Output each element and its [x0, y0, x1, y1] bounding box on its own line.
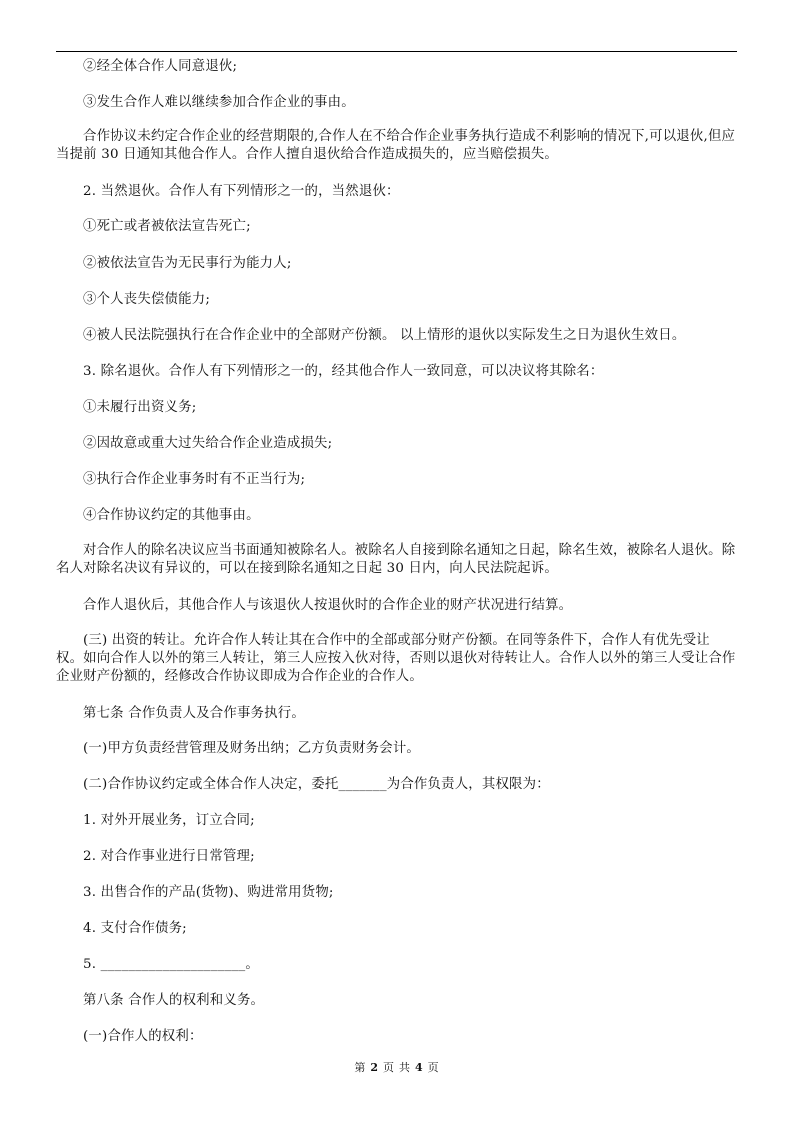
paragraph-expulsion-item-4: ④合作协议约定的其他事由。: [83, 508, 260, 523]
paragraph-settlement: 合作人退伙后，其他合作人与该退伙人按退伙时的合作企业的财产状况进行结算。: [83, 598, 573, 613]
paragraph-withdrawal-item-2: ②经全体合作人同意退伙;: [83, 59, 238, 74]
paragraph-expulsion-item-3: ③执行合作企业事务时有不正当行为;: [83, 472, 306, 487]
paragraph-automatic-withdrawal: 2. 当然退伙。合作人有下列情形之一的，当然退伙：: [83, 184, 400, 199]
paragraph-expulsion-item-1: ①未履行出资义务;: [83, 400, 197, 415]
paragraph-expulsion-item-2: ②因故意或重大过失给合作企业造成损失;: [83, 436, 333, 451]
footer-suffix: 页: [427, 1061, 439, 1074]
footer-page-label: 页: [383, 1061, 394, 1074]
paragraph-article-8-item-1: (一)合作人的权利：: [83, 1029, 203, 1044]
paragraph-authority-3: 3. 出售合作的产品(货物)、购进常用货物;: [83, 885, 334, 900]
footer-total-pages: 4: [415, 1061, 423, 1074]
footer-prefix: 第: [354, 1061, 366, 1074]
paragraph-automatic-item-4: ④被人民法院强执行在合作企业中的全部财产份额。 以上情形的退伙以实际发生之日为退伙生效日。: [83, 328, 686, 343]
paragraph-authority-5: 5. _____________________。: [83, 957, 260, 972]
article-7-heading: 第七条 合作负责人及合作事务执行。: [83, 706, 305, 721]
footer-total-label: 共: [399, 1061, 410, 1074]
paragraph-article-7-item-2: (二)合作协议约定或全体合作人决定，委托_______为合作负责人，其权限为：: [83, 777, 550, 792]
paragraph-share-transfer: (三) 出资的转让。允许合作人转让其在合作中的全部或部分财产份额。在同等条件下，合作人有优先受让权。如向合作人以外的第三人转让，第三人应按入伙对待，否则以退伙对待转让人。合作人以外的第三人受让合作企业财产份额的，经修改合作协议即成为合作企业的合作人。: [56, 633, 736, 684]
paragraph-expulsion: 3. 除名退伙。合作人有下列情形之一的，经其他合作人一致同意，可以决议将其除名：: [83, 364, 604, 379]
article-8-heading: 第八条 合作人的权利和义务。: [83, 993, 265, 1008]
page-footer: [0, 1061, 793, 1075]
paragraph-authority-4: 4. 支付合作债务;: [83, 921, 187, 936]
paragraph-automatic-item-1: ①死亡或者被依法宣告死亡;: [83, 219, 251, 234]
paragraph-automatic-item-3: ③个人丧失偿债能力;: [83, 292, 211, 307]
paragraph-automatic-item-2: ②被依法宣告为无民事行为能力人;: [83, 256, 292, 271]
paragraph-article-7-item-1: (一)甲方负责经营管理及财务出纳；乙方负责财务会计。: [83, 741, 421, 756]
paragraph-withdrawal-item-3: ③发生合作人难以继续参加合作企业的事由。: [83, 95, 355, 110]
paragraph-authority-1: 1. 对外开展业务，订立合同;: [83, 813, 255, 828]
footer-page-number: 2: [370, 1061, 378, 1074]
paragraph-voluntary-withdrawal: 合作协议未约定合作企业的经营期限的,合作人在不给合作企业事务执行造成不利影响的情况下,可以退伙,但应当提前 30 日通知其他合作人。合作人擅自退伙给合作造成损失的，应当赔偿损失。: [56, 129, 736, 162]
paragraph-authority-2: 2. 对合作事业进行日常管理;: [83, 849, 255, 864]
header-rule: [56, 51, 737, 52]
paragraph-expulsion-notice: 对合作人的除名决议应当书面通知被除名人。被除名人自接到除名通知之日起，除名生效，被除名人退伙。除名人对除名决议有异议的，可以在接到除名通知之日起 30 日内，向人民法院起诉。: [56, 543, 736, 576]
